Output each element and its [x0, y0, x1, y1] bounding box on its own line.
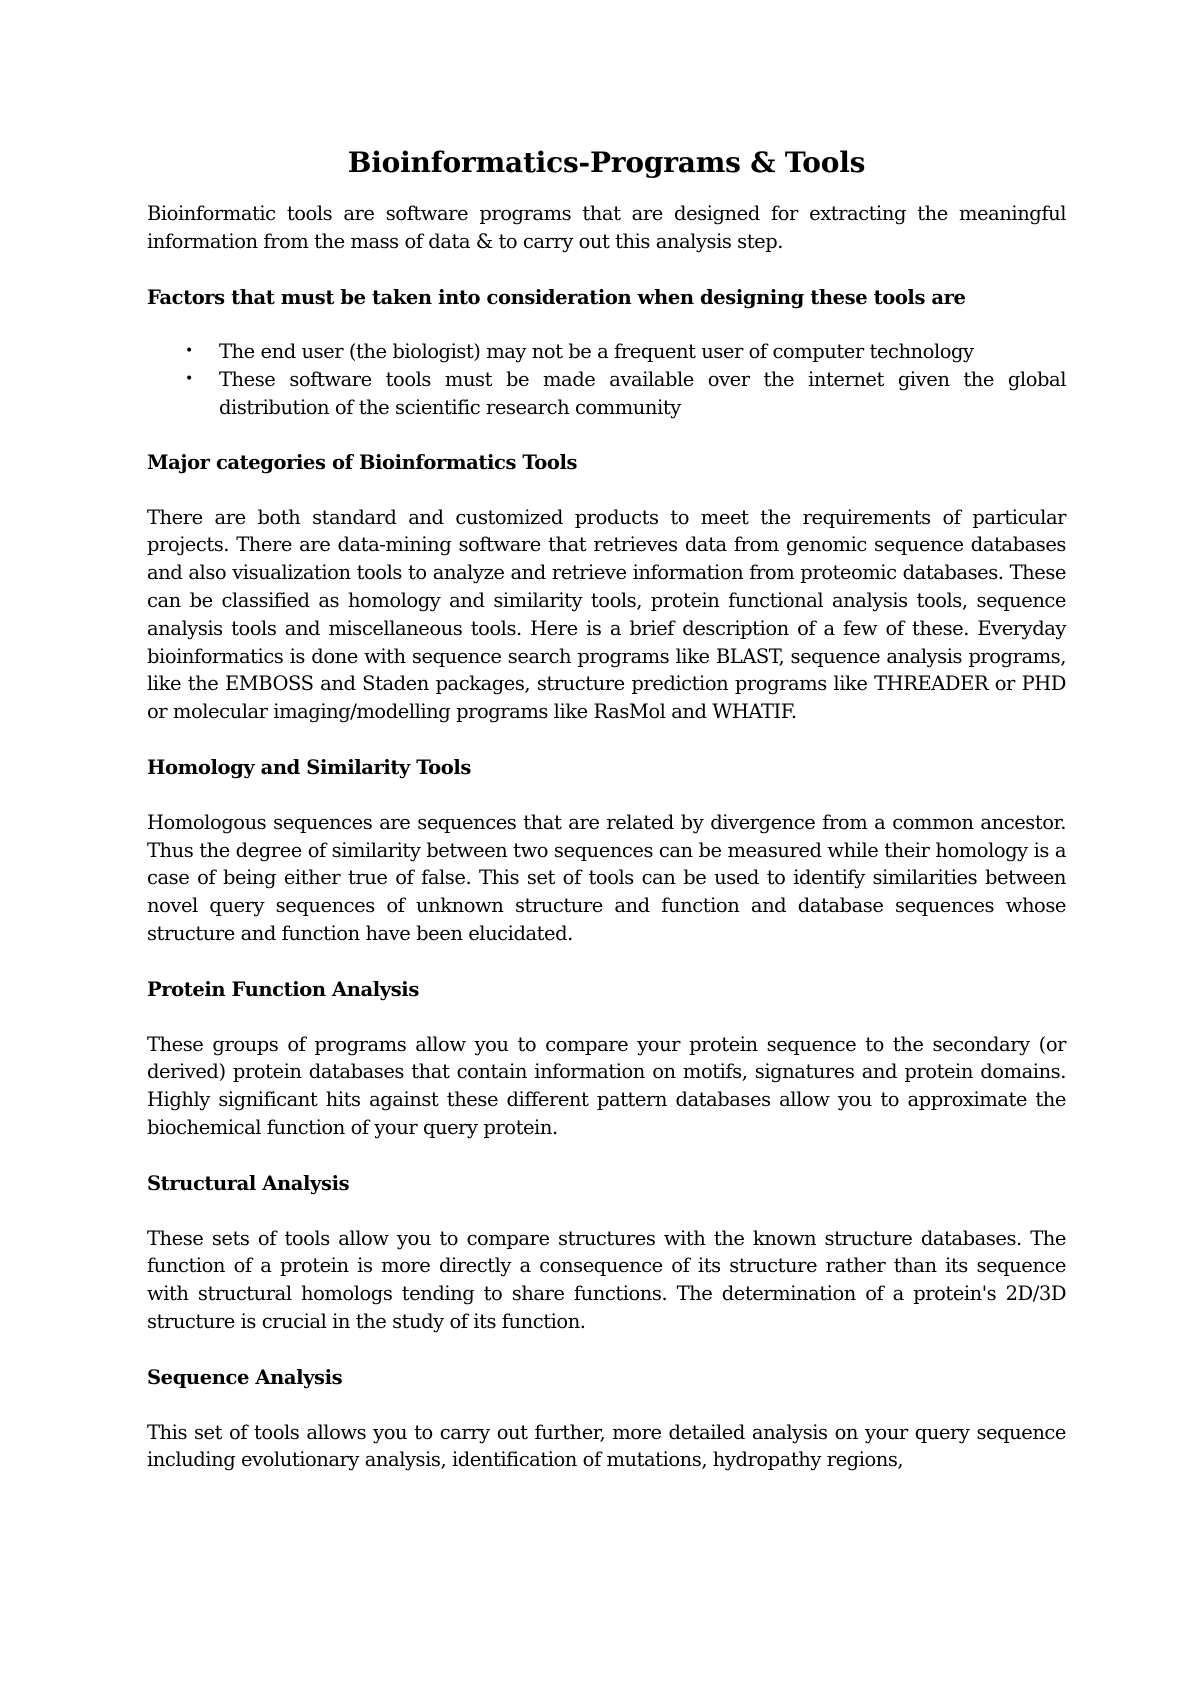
bullet-icon: • [185, 343, 193, 360]
factors-heading: Factors that must be taken into consideration when designing these tools are [147, 285, 966, 309]
section-heading-protein-function: Protein Function Analysis [147, 977, 419, 1001]
list-item [147, 338, 1066, 366]
section-heading-major-categories: Major categories of Bioinformatics Tools [147, 450, 578, 474]
section-heading-homology: Homology and Similarity Tools [147, 755, 471, 779]
section-body-protein-function: These groups of programs allow you to compare your protein sequence to the secondary (or derived) protein databases that contain information on motifs, signatures and protein domains. Highly significant hits against these different pattern databases allow you to approximate the biochemical function of your query protein. [147, 1032, 1066, 1139]
section-body-sequence: This set of tools allows you to carry out further, more detailed analysis on your query sequence including evolutionary analysis, identification of mutations, hydropathy regions, [147, 1420, 1066, 1472]
intro-paragraph: Bioinformatic tools are software programs that are designed for extracting the meaningful information from the mass of data & to carry out this analysis step. [147, 202, 1066, 253]
bullet-icon: • [185, 371, 193, 388]
document-title: Bioinformatics-Programs & Tools [347, 146, 866, 179]
document-body [147, 146, 1066, 1502]
list-item-text: The end user (the biologist) may not be a frequent user of computer technology [219, 340, 974, 364]
list-item [147, 366, 1066, 422]
section-heading-structural: Structural Analysis [147, 1171, 350, 1195]
list-item-text: These software tools must be made available over the internet given the global distribution of the scientific research community [219, 368, 1066, 419]
section-body-homology: Homologous sequences are sequences that are related by divergence from a common ancestor. Thus the degree of similarity between two sequences can be measured while their homology is a case of being either true of false. This set of tools can be used to identify similarities between novel query sequences of unknown structure and function and database sequences whose structure and function have been elucidated. [147, 810, 1066, 945]
section-heading-sequence: Sequence Analysis [147, 1365, 343, 1389]
factors-list [147, 338, 1066, 421]
section-body-major-categories: There are both standard and customized products to meet the requirements of particular projects. There are data-mining software that retrieves data from genomic sequence databases and also visualization tools to analyze and retrieve information from proteomic databases. These can be classified as homology and similarity tools, protein functional analysis tools, sequence analysis tools and miscellaneous tools. Here is a brief description of a few of these. Everyday bioinformatics is done with sequence search programs like BLAST, sequence analysis programs, like the EMBOSS and Staden packages, structure prediction programs like THREADER or PHD or molecular imaging/modelling programs like RasMol and WHATIF. [147, 505, 1066, 724]
section-body-structural: These sets of tools allow you to compare structures with the known structure databases. The function of a protein is more directly a consequence of its structure rather than its sequence with structural homologs tending to share functions. The determination of a protein's 2D/3D structure is crucial in the study of its function. [147, 1226, 1066, 1333]
